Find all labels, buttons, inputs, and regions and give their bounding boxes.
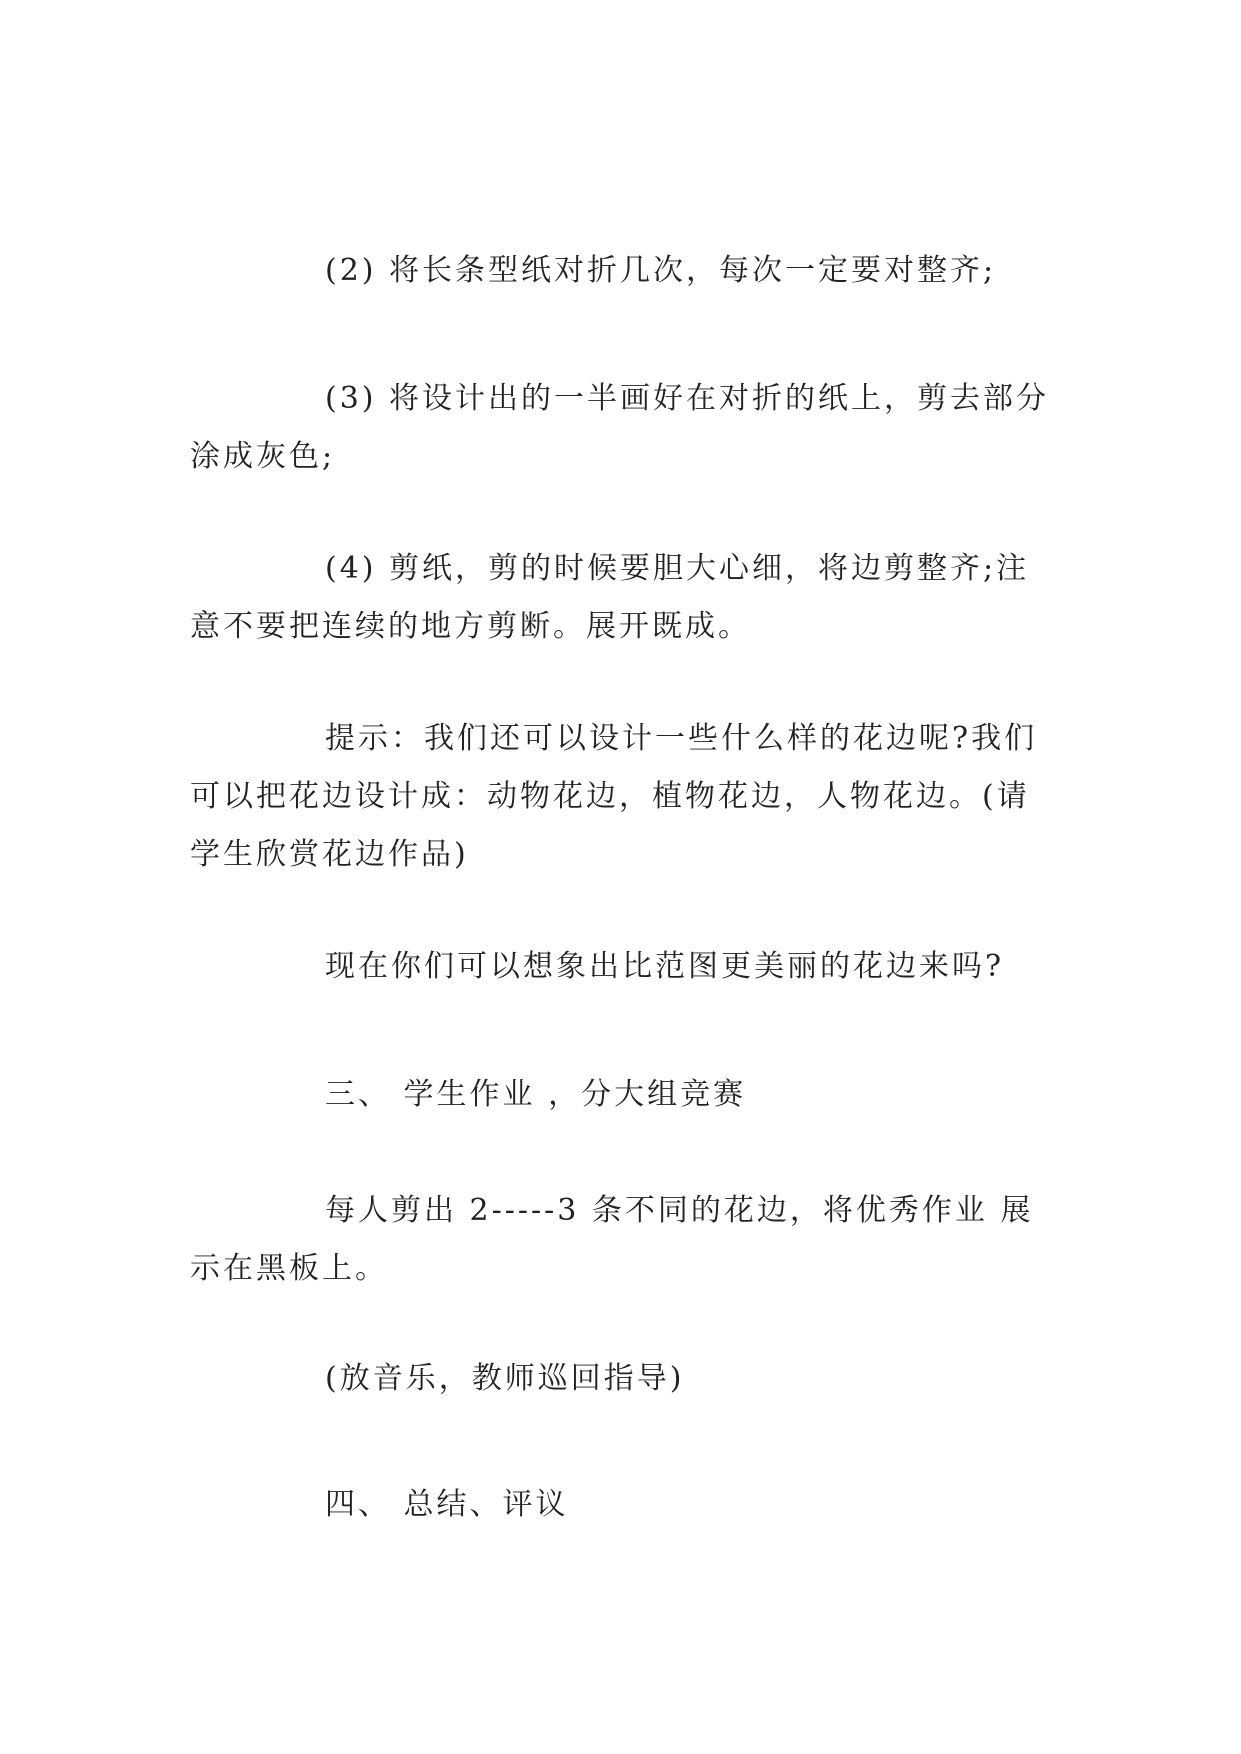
step-2-paragraph: (2) 将长条型纸对折几次，每次一定要对整齐; <box>325 253 997 288</box>
music-note-paragraph: (放音乐，教师巡回指导) <box>325 1361 685 1396</box>
hint-paragraph: 提示：我们还可以设计一些什么样的花边呢?我们可以把花边设计成：动物花边，植物花边，人物花边。(请学生欣赏花边作品) <box>190 721 1038 872</box>
assignment-paragraph: 每人剪出 2-----3 条不同的花边，将优秀作业 展示在黑板上。 <box>190 1193 1034 1286</box>
section-three-heading: 三、 学生作业 ，分大组竞赛 <box>325 1077 747 1112</box>
question-paragraph: 现在你们可以想象出比范图更美丽的花边来吗? <box>325 949 1005 984</box>
step-4-paragraph: (4) 剪纸，剪的时候要胆大心细，将边剪整齐;注意不要把连续的地方剪断。展开既成。 <box>190 551 1030 644</box>
step-3-paragraph: (3) 将设计出的一半画好在对折的纸上，剪去部分涂成灰色; <box>190 381 1050 474</box>
section-four-heading: 四、 总结、评议 <box>325 1487 569 1522</box>
